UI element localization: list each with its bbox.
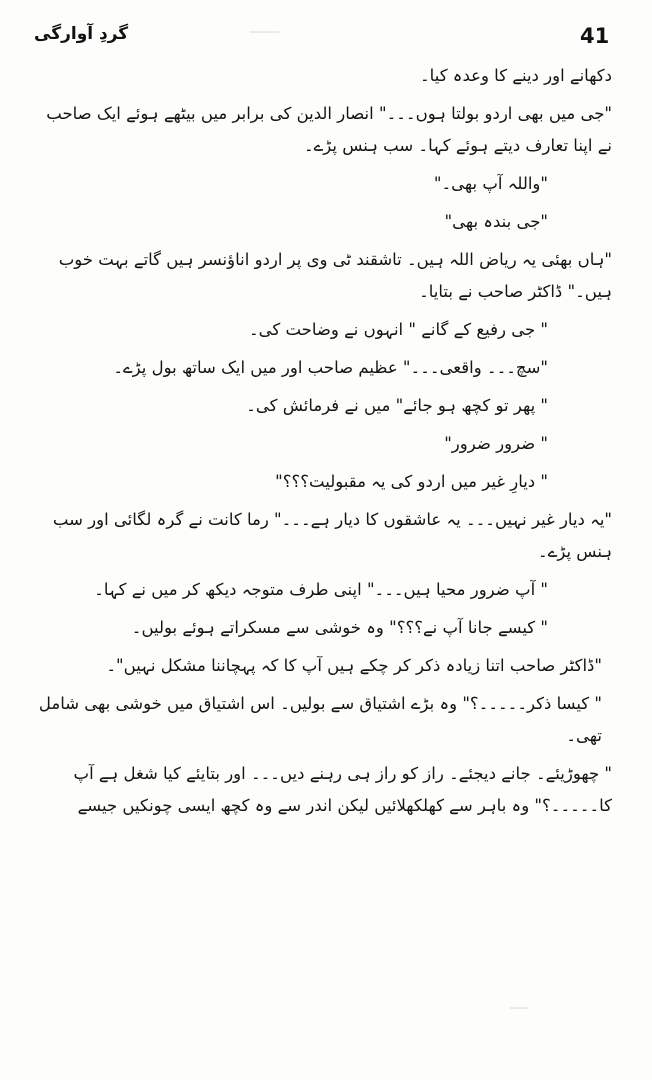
bleed-through-text: ـــــ — [250, 14, 280, 38]
paragraph: "یہ دیار غیر نہیں۔۔۔ یہ عاشقوں کا دیار ہے۔۔۔" رما کانت نے گرہ لگائی اور سب ہنس پڑے۔ — [52, 510, 612, 561]
paragraph: " دیارِ غیر میں اردو کی یہ مقبولیت؟؟؟" — [275, 472, 548, 491]
paragraph: " کیسے جانا آپ نے؟؟؟" وہ خوشی سے مسکراتے ہوئے بولیں۔ — [131, 618, 548, 637]
page-header — [0, 24, 652, 54]
paragraph: "جی بندہ بھی" — [444, 212, 548, 231]
paragraph: " چھوڑیئے۔ جانے دیجئے۔ راز کو راز ہی رہنے دیں۔۔۔ اور بتایئے کیا شغل ہے آپ کا۔۔۔۔۔؟" وہ باہر سے کھلکھلائیں لیکن اندر سے وہ کچھ ایسی چونکیں جیسے — [73, 764, 612, 815]
running-title: گردِ آوارگی — [34, 24, 129, 44]
page-number: 41 — [580, 24, 610, 48]
paragraph: " جی رفیع کے گانے " انہوں نے وضاحت کی۔ — [248, 320, 548, 339]
paragraph: " کیسا ذکر۔۔۔۔۔؟" وہ بڑے اشتیاق سے بولیں۔ اس اشتیاق میں خوشی بھی شامل تھی۔ — [38, 694, 602, 745]
paragraph: " ضرور ضرور" — [444, 434, 548, 453]
paragraph: "ڈاکٹر صاحب اتنا زیادہ ذکر کر چکے ہیں آپ کا کہ پہچاننا مشکل نہیں"۔ — [106, 656, 602, 675]
paragraph: دکھانے اور دینے کا وعدہ کیا۔ — [420, 66, 612, 85]
paragraph: "ہاں بھئی یہ ریاض اللہ ہیں۔ تاشقند ٹی وی پر اردو اناؤنسر ہیں گاتے بہت خوب ہیں۔" ڈاکٹر صاحب نے بتایا۔ — [58, 250, 612, 301]
bleed-through-text: ـــ — [510, 990, 528, 1014]
paragraph: "سچ۔۔۔ واقعی۔۔۔" عظیم صاحب اور میں ایک ساتھ بول پڑے۔ — [113, 358, 548, 377]
paragraph: "جی میں بھی اردو بولتا ہوں۔۔۔" انصار الدین کی برابر میں بیٹھے ہوئے ایک صاحب نے اپنا تعارف دیتے ہوئے کہا۔ سب ہنس پڑے۔ — [46, 104, 612, 155]
paragraph: "واللہ آپ بھی۔" — [433, 174, 548, 193]
paragraph: " آپ ضرور محیا ہیں۔۔۔" اپنی طرف متوجہ دیکھ کر میں نے کہا۔ — [94, 580, 548, 599]
paragraph: " پھر تو کچھ ہو جائے" میں نے فرمائش کی۔ — [246, 396, 548, 415]
body-text — [34, 60, 612, 828]
